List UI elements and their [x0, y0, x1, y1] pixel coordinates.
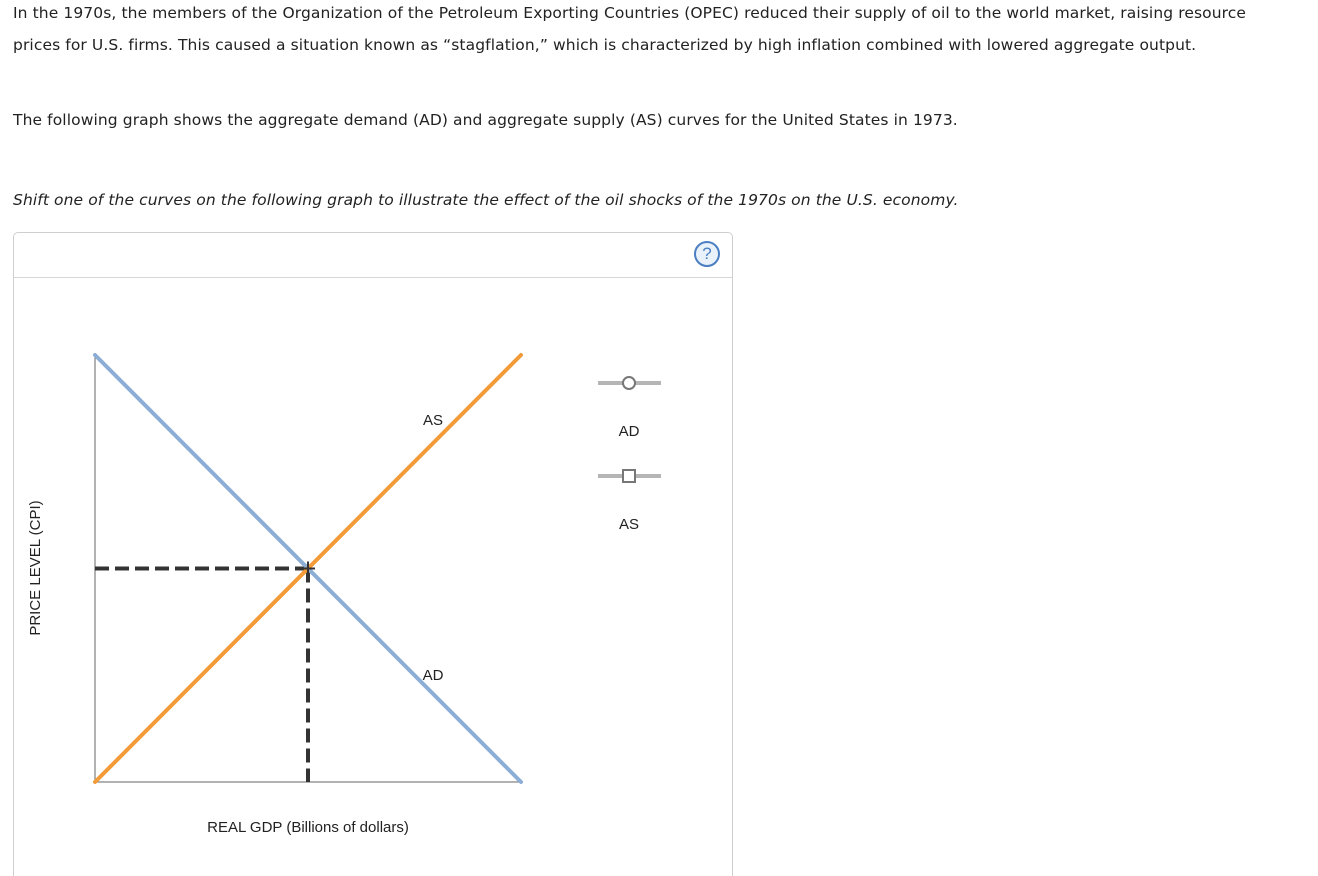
as-tool[interactable] [598, 470, 661, 533]
graph-panel [13, 232, 733, 876]
ad-curve-label: AD [422, 667, 444, 684]
as-tool-square-icon [623, 470, 635, 482]
graph-description: The following graph shows the aggregate demand (AD) and aggregate supply (AS) curves for the United States in 1973. [13, 111, 958, 129]
ad-tool[interactable] [598, 377, 661, 440]
x-axis-title: REAL GDP (Billions of dollars) [207, 819, 409, 836]
y-axis-title: PRICE LEVEL (CPI) [27, 500, 44, 636]
help-button[interactable]: ? [694, 241, 720, 267]
ad-tool-label: AD [618, 423, 640, 440]
intro-paragraph: In the 1970s, the members of the Organization of the Petroleum Exporting Countries (OPEC) reduced their supply of oil to the world market, raising resource prices for U.S. firms. This caused a situation known as “stagflation,” which is characterized by high inflation combined with lowered aggregate output. [13, 4, 1247, 54]
as-tool-label: AS [618, 516, 640, 533]
graph-area [14, 233, 732, 873]
instruction-text: Shift one of the curves on the following graph to illustrate the effect of the oil shocks of the 1970s on the U.S. economy. [13, 191, 959, 209]
ad-tool-circle-icon [623, 377, 635, 389]
as-curve-label: AS [422, 412, 444, 429]
